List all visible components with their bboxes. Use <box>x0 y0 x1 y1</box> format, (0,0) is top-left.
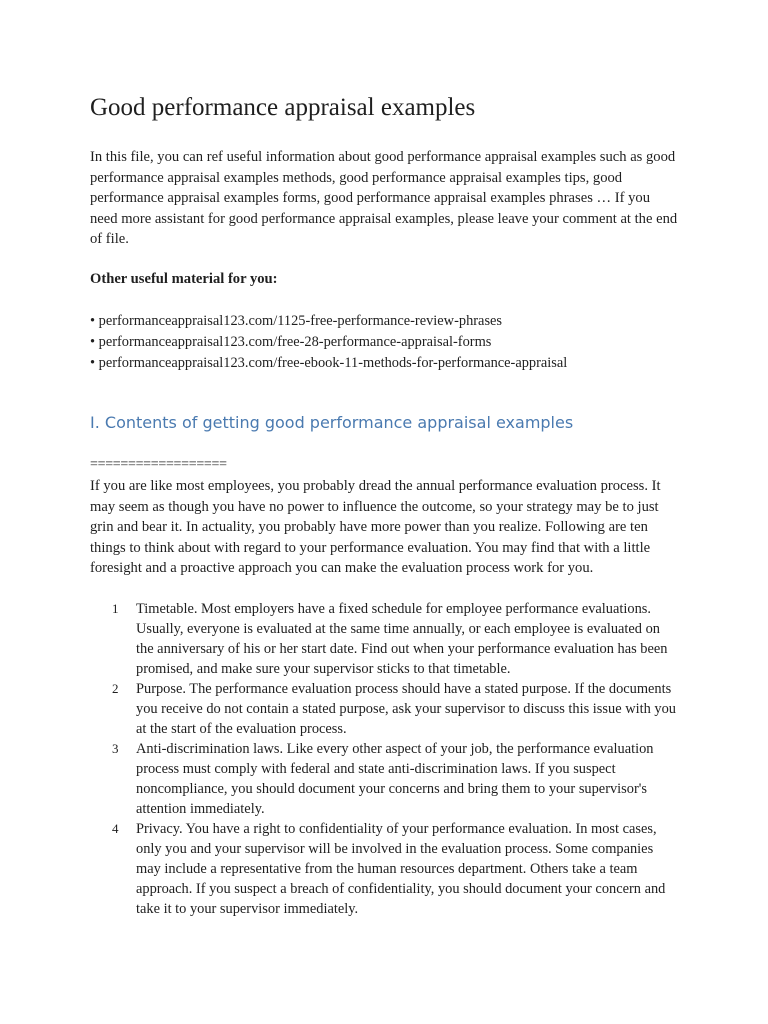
list-item-text: Purpose. The performance evaluation process should have a stated purpose. If the documents you receive do not contain a stated purpose, ask your supervisor to discuss this issue with you at the start of the evaluation process. <box>136 681 676 737</box>
list-item-text: Timetable. Most employers have a fixed schedule for employee performance evaluations. Usually, everyone is evaluated at the same time annually, or each employee is evaluated on the anniversary of his or her start date. Find out when your performance evaluation has been promised, and make sure your supervisor sticks to that timetable. <box>136 601 668 677</box>
section-heading: I. Contents of getting good performance appraisal examples <box>90 413 574 432</box>
list-item-text: Anti-discrimination laws. Like every other aspect of your job, the performance evaluation process must comply with federal and state anti-discrimination laws. If you suspect noncompliance, you should document your concerns and bring them to your supervisor's attention immediately. <box>136 741 654 817</box>
text-divider: ================== <box>90 457 227 472</box>
material-label: Other useful material for you: <box>90 271 278 287</box>
list-item <box>90 599 678 679</box>
body-paragraph: If you are like most employees, you probably dread the annual performance evaluation process. It may seem as though you have no power to influence the outcome, so your strategy may be to just grin and bear it. In actuality, you probably have more power than you realize. Following are ten things to think about with regard to your performance evaluation. You may find that with a little foresight and a proactive approach you can make the evaluation process work for you. <box>90 478 661 577</box>
list-item <box>90 819 678 919</box>
useful-link: • performanceappraisal123.com/free-28-performance-appraisal-forms <box>90 333 492 350</box>
intro-paragraph: In this file, you can ref useful information about good performance appraisal examples such as good performance appraisal examples methods, good performance appraisal examples tips, good performance appraisal examples forms, good performance appraisal examples phrases … If you need more assistant for good performance appraisal examples, please leave your comment at the end of file. <box>90 149 678 248</box>
list-item <box>90 739 678 819</box>
useful-link: • performanceappraisal123.com/free-ebook-11-methods-for-performance-appraisal <box>90 354 568 371</box>
useful-links-list <box>90 311 567 373</box>
list-item-number: 2 <box>112 681 119 696</box>
list-item-text: Privacy. You have a right to confidentiality of your performance evaluation. In most cases, only you and your supervisor will be involved in the evaluation process. Some companies may include a representative from the human resources department. Others take a team approach. If you suspect a breach of confidentiality, you should document your concern and take it to your supervisor immediately. <box>136 821 666 917</box>
document-title: Good performance appraisal examples <box>90 94 476 121</box>
steps-list <box>90 599 678 919</box>
list-item-number: 1 <box>112 601 119 616</box>
list-item <box>90 679 678 739</box>
useful-link: • performanceappraisal123.com/1125-free-performance-review-phrases <box>90 313 503 329</box>
list-item-number: 3 <box>112 741 119 756</box>
list-item-number: 4 <box>112 821 119 836</box>
